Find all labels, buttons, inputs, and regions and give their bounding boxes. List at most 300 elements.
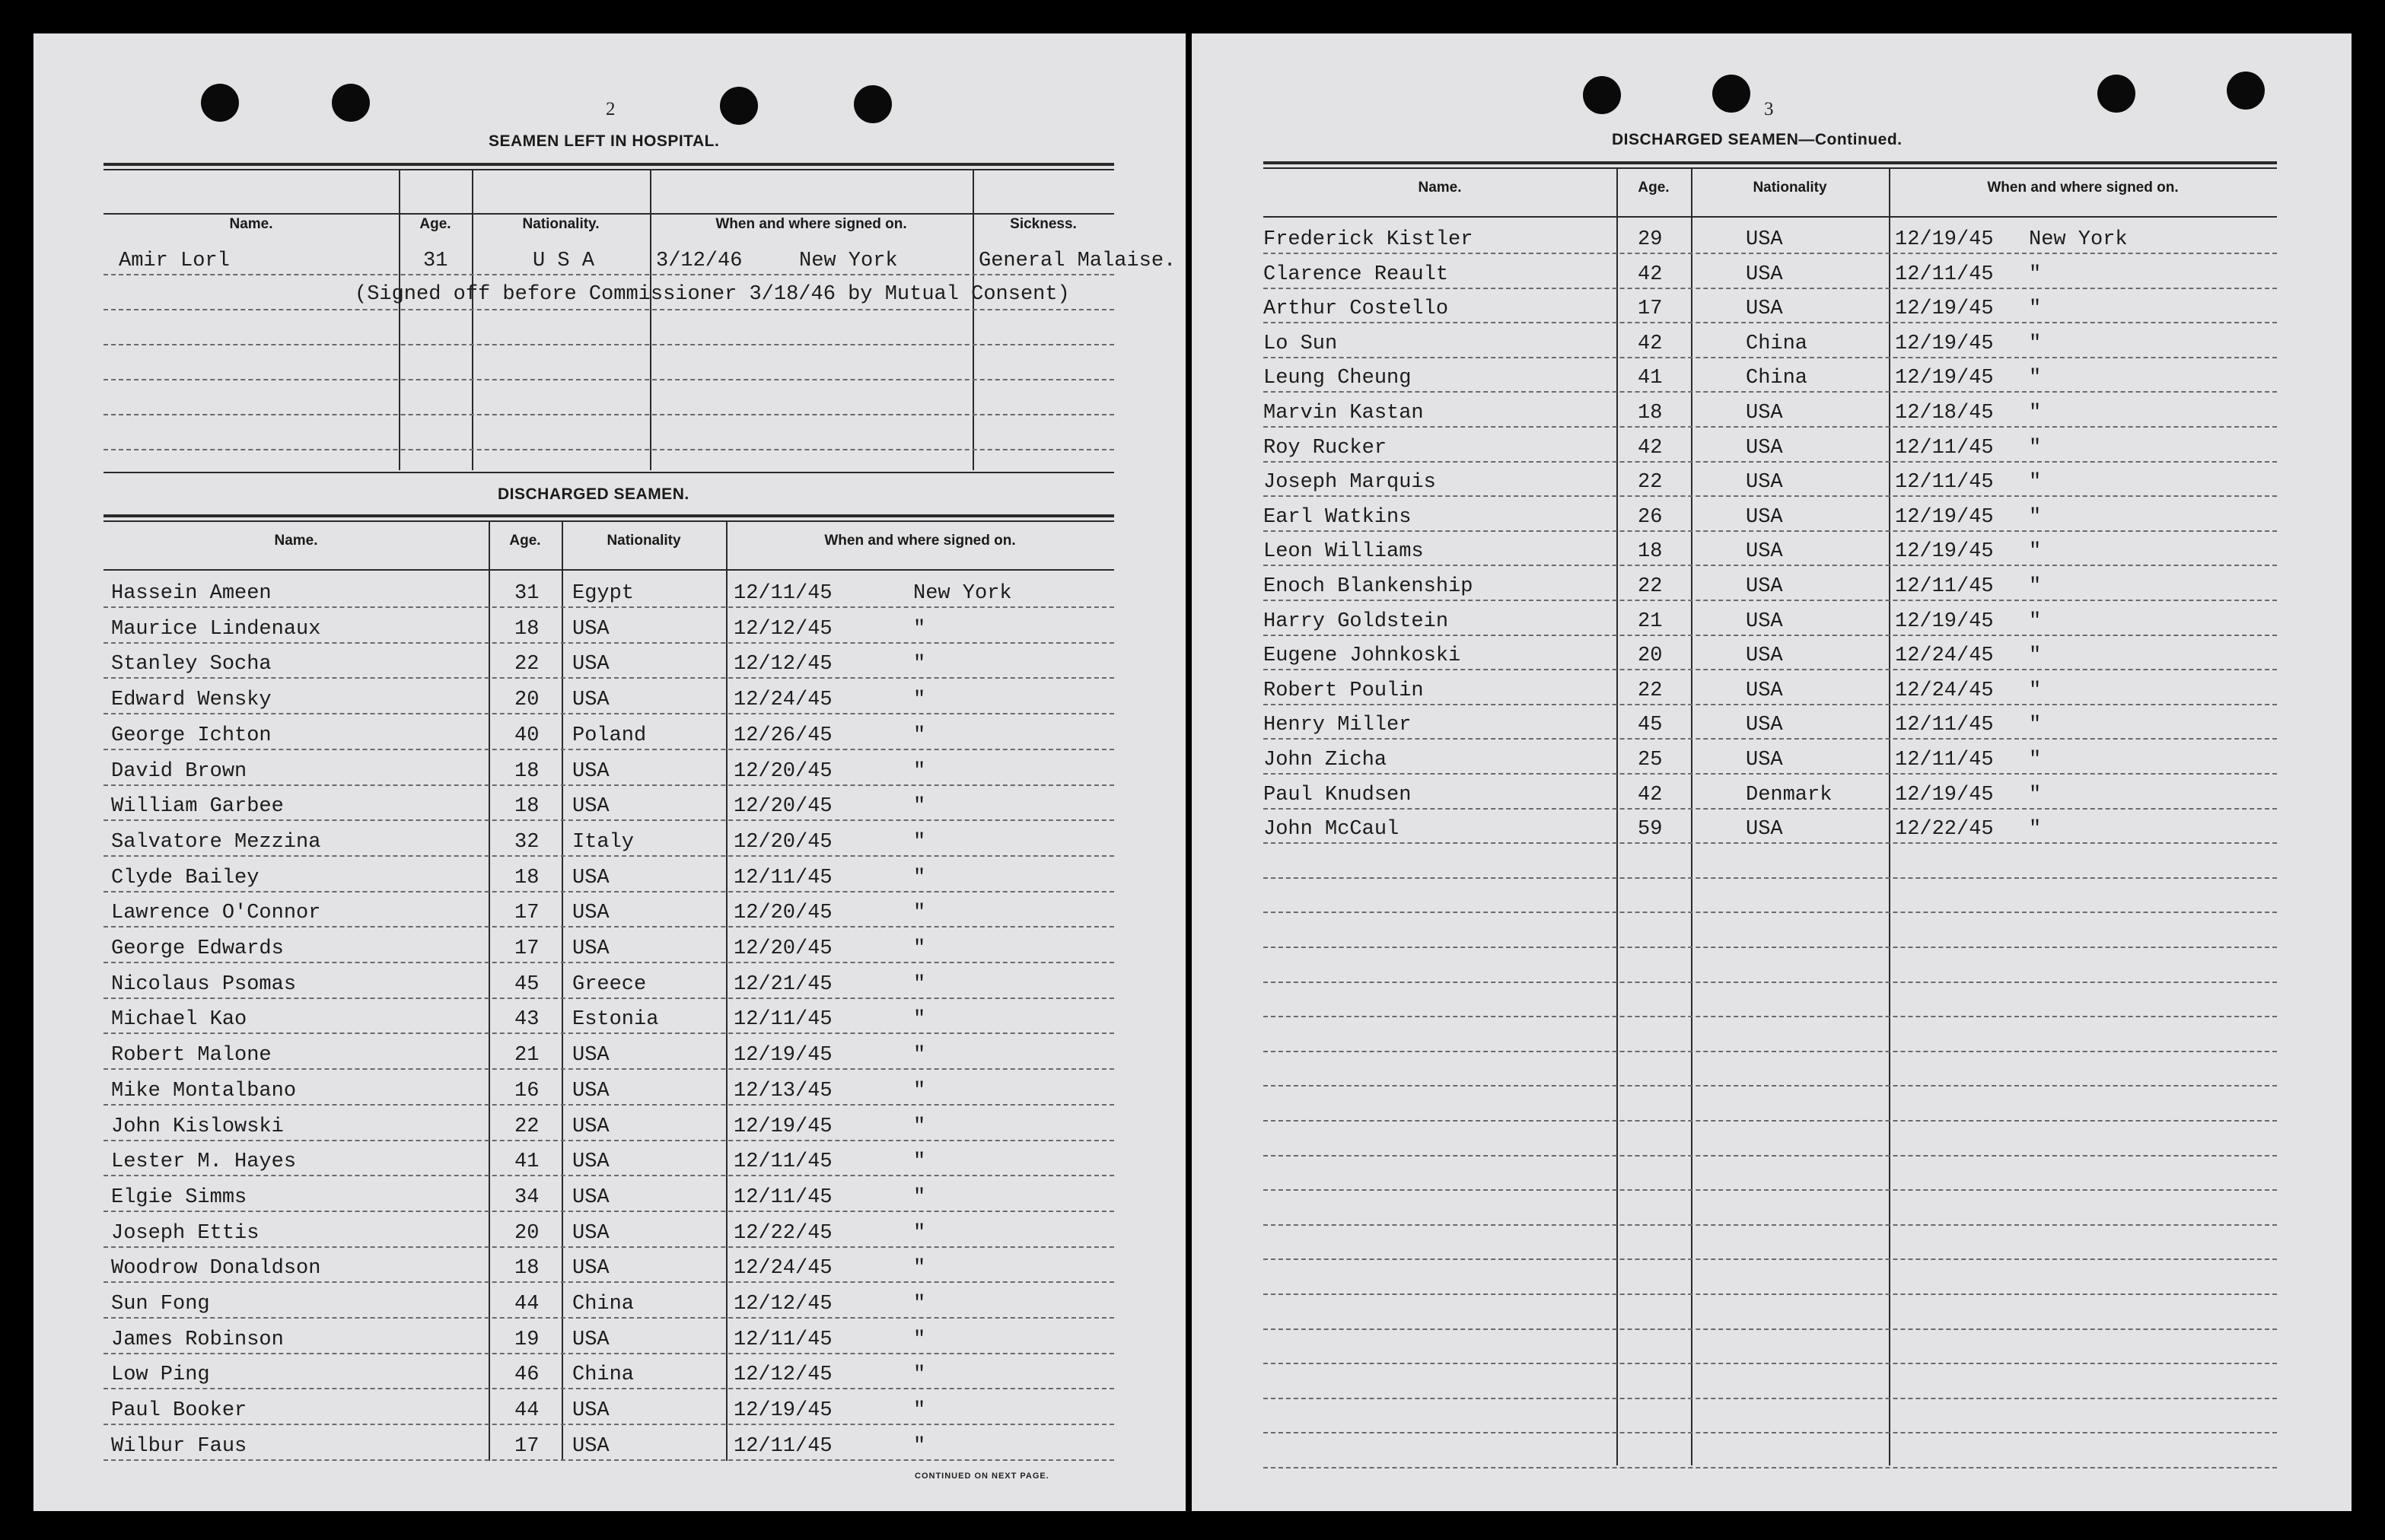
table-row <box>103 926 1114 963</box>
column-header-name: Name. <box>274 533 318 549</box>
cell-nationality: Greece <box>572 973 647 996</box>
page-number: 3 <box>1764 99 1774 119</box>
cell-date: 12/11/45 <box>1895 714 1994 737</box>
cell-age: 18 <box>514 760 540 783</box>
cell-date: 12/22/45 <box>1895 818 1994 841</box>
cell-place: " <box>913 689 926 711</box>
cell-name: Nicolaus Psomas <box>111 973 297 996</box>
table-row <box>103 1032 1114 1070</box>
table-row <box>1263 703 2277 740</box>
table-row <box>103 1211 1114 1248</box>
column-header-signed-on: When and where signed on. <box>715 216 907 232</box>
cell-place: " <box>2029 749 2042 772</box>
cell-date: 12/12/45 <box>734 618 833 641</box>
cell-nationality: U S A <box>533 250 595 272</box>
left-page <box>33 33 1186 1511</box>
cell-place: " <box>913 1293 926 1316</box>
table-row <box>103 641 1114 679</box>
cell-nationality: USA <box>572 1222 610 1245</box>
cell-name: Lawrence O'Connor <box>111 902 321 924</box>
cell-date: 12/24/45 <box>734 689 833 711</box>
cell-age: 45 <box>514 973 540 996</box>
cell-name: Stanley Socha <box>111 653 272 676</box>
cell-age: 20 <box>514 1222 540 1245</box>
table-row <box>1263 634 2277 670</box>
cell-place: " <box>913 618 926 641</box>
cell-nationality: USA <box>1746 263 1783 286</box>
cell-nationality: USA <box>1746 471 1783 494</box>
cell-name: Robert Poulin <box>1263 679 1424 702</box>
cell-place: " <box>913 1328 926 1351</box>
column-header-sickness: Sickness. <box>1010 216 1077 232</box>
cell-date: 12/19/45 <box>1895 367 1994 390</box>
cell-name: Harry Goldstein <box>1263 610 1449 633</box>
cell-date: 12/11/45 <box>734 1328 833 1351</box>
column-header-age: Age. <box>419 216 451 232</box>
cell-date: 3/12/46 <box>656 250 743 272</box>
cell-place: " <box>2029 263 2042 286</box>
cell-nationality: USA <box>1746 610 1783 633</box>
table-row <box>103 344 1114 380</box>
cell-place: " <box>2029 818 2042 841</box>
hospital-section-title: SEAMEN LEFT IN HOSPITAL. <box>489 132 720 150</box>
cell-place: " <box>913 1257 926 1280</box>
cell-nationality: USA <box>572 1186 610 1209</box>
cell-place: " <box>913 1363 926 1386</box>
cell-date: 12/20/45 <box>734 831 833 854</box>
cell-name: Robert Malone <box>111 1044 272 1067</box>
cell-date: 12/12/45 <box>734 1293 833 1316</box>
cell-name: Lester M. Hayes <box>111 1150 297 1173</box>
column-header-nationality: Nationality <box>1753 180 1827 196</box>
table-row <box>1263 1050 2277 1087</box>
cell-name: Woodrow Donaldson <box>111 1257 321 1280</box>
table-row <box>1263 322 2277 358</box>
cell-date: 12/19/45 <box>1895 540 1994 563</box>
cell-date: 12/11/45 <box>734 1008 833 1031</box>
cell-place: New York <box>799 250 898 272</box>
cell-date: 12/19/45 <box>1895 610 1994 633</box>
cell-age: 44 <box>514 1293 540 1316</box>
table-row <box>103 1352 1114 1389</box>
cell-date: 12/24/45 <box>1895 644 1994 667</box>
cell-name: Sun Fong <box>111 1293 210 1316</box>
cell-place: " <box>913 1080 926 1102</box>
table-row <box>103 1317 1114 1354</box>
cell-name: Edward Wensky <box>111 689 272 711</box>
hospital-table <box>103 163 1177 476</box>
cell-age: 18 <box>1638 402 1663 425</box>
cell-nationality: USA <box>1746 575 1783 598</box>
cell-age: 18 <box>514 867 540 889</box>
cell-nationality: USA <box>572 795 610 818</box>
cell-date: 12/11/45 <box>734 1435 833 1458</box>
cell-place: " <box>2029 610 2042 633</box>
cell-name: Lo Sun <box>1263 332 1338 355</box>
table-row <box>103 749 1114 786</box>
cell-nationality: USA <box>572 1080 610 1102</box>
table-row <box>103 1068 1114 1106</box>
cell-nationality: USA <box>572 689 610 711</box>
cell-name: Joseph Ettis <box>111 1222 260 1245</box>
cell-nationality: Egypt <box>572 582 635 605</box>
table-row <box>1263 426 2277 463</box>
cell-place: New York <box>913 582 1012 605</box>
cell-date: 12/13/45 <box>734 1080 833 1102</box>
cell-name: Hassein Ameen <box>111 582 272 605</box>
table-row <box>103 855 1114 892</box>
cell-age: 34 <box>514 1186 540 1209</box>
table-row <box>1263 1120 2277 1157</box>
cell-place: " <box>913 973 926 996</box>
cell-age: 22 <box>1638 471 1663 494</box>
cell-place: " <box>913 1435 926 1458</box>
cell-place: " <box>2029 298 2042 320</box>
table-row <box>1263 1154 2277 1191</box>
cell-name: Arthur Costello <box>1263 298 1449 320</box>
cell-nationality: Estonia <box>572 1008 659 1031</box>
cell-date: 12/11/45 <box>1895 437 1994 460</box>
cell-name: Marvin Kastan <box>1263 402 1424 425</box>
cell-place: " <box>2029 367 2042 390</box>
table-row <box>1263 1328 2277 1364</box>
cell-age: 29 <box>1638 228 1663 251</box>
cell-date: 12/11/45 <box>734 582 833 605</box>
cell-age: 17 <box>514 1435 540 1458</box>
table-row <box>103 606 1114 644</box>
cell-name: Roy Rucker <box>1263 437 1387 460</box>
cell-date: 12/19/45 <box>1895 298 1994 320</box>
cell-date: 12/26/45 <box>734 724 833 747</box>
table-row <box>1263 1085 2277 1122</box>
column-header-age: Age. <box>1638 180 1670 196</box>
cell-name: Wilbur Faus <box>111 1435 247 1458</box>
cell-age: 22 <box>1638 679 1663 702</box>
punch-hole <box>201 84 239 122</box>
cell-age: 20 <box>514 689 540 711</box>
table-row <box>1263 460 2277 497</box>
cell-date: 12/11/45 <box>1895 471 1994 494</box>
table-row <box>103 1281 1114 1319</box>
cell-name: Salvatore Mezzina <box>111 831 321 854</box>
cell-age: 18 <box>514 1257 540 1280</box>
cell-date: 12/19/45 <box>734 1044 833 1067</box>
table-row <box>1263 842 2277 879</box>
cell-nationality: Denmark <box>1746 784 1833 807</box>
table-row <box>103 784 1114 821</box>
punch-hole <box>2097 75 2135 113</box>
cell-name: Clarence Reault <box>1263 263 1449 286</box>
cell-place: " <box>2029 679 2042 702</box>
cell-date: 12/20/45 <box>734 902 833 924</box>
cell-place: New York <box>2029 228 2128 251</box>
cell-age: 32 <box>514 831 540 854</box>
table-row <box>1263 1223 2277 1260</box>
cell-age: 22 <box>514 653 540 676</box>
table-row <box>1263 530 2277 566</box>
cell-nationality: USA <box>572 937 610 960</box>
cell-name: Leung Cheung <box>1263 367 1412 390</box>
table-row <box>1263 912 2277 948</box>
punch-hole <box>1712 75 1750 113</box>
cell-nationality: China <box>572 1363 635 1386</box>
cell-place: " <box>913 902 926 924</box>
cell-age: 17 <box>514 902 540 924</box>
cell-name: Eugene Johnkoski <box>1263 644 1461 667</box>
punch-hole <box>854 85 892 123</box>
table-row <box>1263 391 2277 428</box>
cell-name: Enoch Blankenship <box>1263 575 1473 598</box>
cell-age: 16 <box>514 1080 540 1102</box>
table-row <box>103 890 1114 928</box>
cell-nationality: USA <box>1746 749 1783 772</box>
column-header-signed-on: When and where signed on. <box>1987 180 2179 196</box>
table-row <box>103 414 1114 450</box>
cell-date: 12/11/45 <box>1895 575 1994 598</box>
cell-age: 18 <box>1638 540 1663 563</box>
cell-name: Joseph Marquis <box>1263 471 1436 494</box>
cell-date: 12/20/45 <box>734 937 833 960</box>
cell-name: Frederick Kistler <box>1263 228 1473 251</box>
cell-date: 12/18/45 <box>1895 402 1994 425</box>
cell-nationality: USA <box>1746 540 1783 563</box>
table-row <box>103 243 1177 275</box>
table-row <box>1263 495 2277 532</box>
cell-place: " <box>2029 471 2042 494</box>
hospital-note: (Signed off before Commissioner 3/18/46 by Mutual Consent) <box>355 283 1070 306</box>
column-header-signed-on: When and where signed on. <box>824 533 1016 549</box>
table-row <box>103 274 1114 310</box>
cell-age: 17 <box>1638 298 1663 320</box>
cell-nationality: Italy <box>572 831 635 854</box>
table-row <box>103 1424 1114 1461</box>
cell-date: 12/11/45 <box>734 1186 833 1209</box>
table-row <box>103 571 1114 608</box>
table-row <box>103 379 1114 415</box>
cell-place: " <box>2029 575 2042 598</box>
column-header-name: Name. <box>229 216 273 232</box>
cell-age: 43 <box>514 1008 540 1031</box>
cell-name: Clyde Bailey <box>111 867 260 889</box>
cell-place: " <box>2029 437 2042 460</box>
cell-nationality: USA <box>572 1115 610 1138</box>
cell-date: 12/12/45 <box>734 1363 833 1386</box>
cell-nationality: USA <box>1746 714 1783 737</box>
table-row <box>1263 738 2277 775</box>
cell-name: Henry Miller <box>1263 714 1412 737</box>
cell-place: " <box>2029 506 2042 529</box>
cell-name: John Kislowski <box>111 1115 284 1138</box>
cell-age: 17 <box>514 937 540 960</box>
cell-place: " <box>913 1399 926 1422</box>
table-row <box>103 713 1114 750</box>
discharged-table-continued <box>1263 161 2277 1468</box>
cell-place: " <box>913 653 926 676</box>
cell-name: John McCaul <box>1263 818 1399 841</box>
cell-age: 59 <box>1638 818 1663 841</box>
cell-age: 42 <box>1638 437 1663 460</box>
cell-date: 12/11/45 <box>1895 749 1994 772</box>
table-row <box>103 997 1114 1034</box>
table-row <box>103 1246 1114 1283</box>
table-row <box>103 1104 1114 1141</box>
table-row <box>1263 669 2277 705</box>
cell-age: 41 <box>1638 367 1663 390</box>
cell-place: " <box>913 760 926 783</box>
cell-place: " <box>2029 332 2042 355</box>
cell-place: " <box>2029 540 2042 563</box>
table-row <box>1263 981 2277 1017</box>
cell-age: 18 <box>514 795 540 818</box>
cell-name: James Robinson <box>111 1328 284 1351</box>
cell-nationality: USA <box>1746 402 1783 425</box>
table-row <box>1263 773 2277 810</box>
cell-place: " <box>913 1044 926 1067</box>
cell-name: Earl Watkins <box>1263 506 1412 529</box>
cell-age: 21 <box>1638 610 1663 633</box>
cell-date: 12/21/45 <box>734 973 833 996</box>
cell-place: " <box>2029 784 2042 807</box>
cell-nationality: USA <box>572 760 610 783</box>
table-row <box>103 1139 1114 1176</box>
cell-date: 12/19/45 <box>1895 506 1994 529</box>
table-row <box>1263 807 2277 844</box>
cell-nationality: USA <box>572 1328 610 1351</box>
cell-age: 42 <box>1638 263 1663 286</box>
table-row <box>1263 1397 2277 1433</box>
cell-age: 21 <box>514 1044 540 1067</box>
column-header-age: Age. <box>509 533 541 549</box>
table-row <box>1263 1016 2277 1052</box>
punch-hole <box>720 87 758 125</box>
cell-place: " <box>913 724 926 747</box>
cell-date: 12/11/45 <box>734 867 833 889</box>
cell-nationality: USA <box>1746 298 1783 320</box>
cell-nationality: USA <box>572 1435 610 1458</box>
cell-nationality: USA <box>1746 818 1783 841</box>
column-header-nationality: Nationality. <box>522 216 600 232</box>
table-row <box>103 1175 1114 1212</box>
cell-place: " <box>913 1222 926 1245</box>
cell-sickness: General Malaise. <box>979 250 1177 272</box>
right-page <box>1192 33 2352 1511</box>
cell-date: 12/19/45 <box>1895 332 1994 355</box>
cell-age: 41 <box>514 1150 540 1173</box>
table-row <box>1263 1189 2277 1226</box>
cell-name: David Brown <box>111 760 247 783</box>
cell-nationality: USA <box>1746 506 1783 529</box>
cell-date: 12/19/45 <box>1895 228 1994 251</box>
cell-name: George Ichton <box>111 724 272 747</box>
cell-age: 19 <box>514 1328 540 1351</box>
cell-place: " <box>2029 644 2042 667</box>
table-row <box>1263 253 2277 289</box>
cell-nationality: USA <box>1746 644 1783 667</box>
column-header-name: Name. <box>1418 180 1462 196</box>
cell-nationality: USA <box>572 653 610 676</box>
cell-nationality: USA <box>572 618 610 641</box>
cell-name: Paul Booker <box>111 1399 247 1422</box>
cell-age: 45 <box>1638 714 1663 737</box>
table-row <box>1263 356 2277 393</box>
cell-place: " <box>913 1186 926 1209</box>
cell-date: 12/19/45 <box>734 1115 833 1138</box>
cell-nationality: USA <box>1746 437 1783 460</box>
table-row <box>1263 1432 2277 1468</box>
cell-place: " <box>913 831 926 854</box>
cell-age: 18 <box>514 618 540 641</box>
punch-hole <box>332 84 370 122</box>
cell-name: Paul Knudsen <box>1263 784 1412 807</box>
table-row <box>1263 1363 2277 1399</box>
cell-place: " <box>2029 402 2042 425</box>
cell-date: 12/20/45 <box>734 795 833 818</box>
cell-nationality: USA <box>572 867 610 889</box>
cell-age: 31 <box>514 582 540 605</box>
cell-name: Elgie Simms <box>111 1186 247 1209</box>
table-row <box>1263 1258 2277 1295</box>
cell-name: Low Ping <box>111 1363 210 1386</box>
cell-nationality: USA <box>572 1150 610 1173</box>
cell-date: 12/22/45 <box>734 1222 833 1245</box>
cell-nationality: China <box>1746 332 1808 355</box>
cell-nationality: USA <box>572 1044 610 1067</box>
cell-name: Leon Williams <box>1263 540 1424 563</box>
punch-hole <box>1583 76 1621 114</box>
cell-nationality: USA <box>572 1399 610 1422</box>
cell-place: " <box>913 1115 926 1138</box>
cell-nationality: USA <box>1746 228 1783 251</box>
table-row <box>1263 877 2277 913</box>
table-row <box>103 962 1114 999</box>
cell-date: 12/19/45 <box>734 1399 833 1422</box>
table-row <box>1263 600 2277 636</box>
table-row <box>1263 565 2277 601</box>
cell-age: 44 <box>514 1399 540 1422</box>
cell-date: 12/11/45 <box>734 1150 833 1173</box>
cell-age: 20 <box>1638 644 1663 667</box>
cell-place: " <box>913 867 926 889</box>
cell-age: 22 <box>514 1115 540 1138</box>
cell-nationality: China <box>1746 367 1808 390</box>
cell-date: 12/12/45 <box>734 653 833 676</box>
cell-age: 46 <box>514 1363 540 1386</box>
cell-age: 42 <box>1638 332 1663 355</box>
cell-name: William Garbee <box>111 795 284 818</box>
table-row <box>103 309 1114 345</box>
cell-nationality: China <box>572 1293 635 1316</box>
discharged-table <box>103 514 1114 1464</box>
cell-age: 26 <box>1638 506 1663 529</box>
table-row <box>1263 1293 2277 1330</box>
punch-hole <box>2227 72 2265 110</box>
cell-name: Maurice Lindenaux <box>111 618 321 641</box>
continued-note: CONTINUED ON NEXT PAGE. <box>915 1472 1049 1481</box>
discharged-section-title: DISCHARGED SEAMEN. <box>498 485 689 503</box>
page-number: 2 <box>606 99 616 119</box>
cell-place: " <box>913 795 926 818</box>
cell-date: 12/24/45 <box>734 1257 833 1280</box>
cell-date: 12/19/45 <box>1895 784 1994 807</box>
cell-age: 31 <box>423 250 448 272</box>
cell-nationality: Poland <box>572 724 647 747</box>
column-header-nationality: Nationality <box>607 533 681 549</box>
table-row <box>1263 218 2277 254</box>
cell-nationality: USA <box>572 1257 610 1280</box>
cell-nationality: USA <box>572 902 610 924</box>
cell-nationality: USA <box>1746 679 1783 702</box>
table-row <box>103 677 1114 714</box>
